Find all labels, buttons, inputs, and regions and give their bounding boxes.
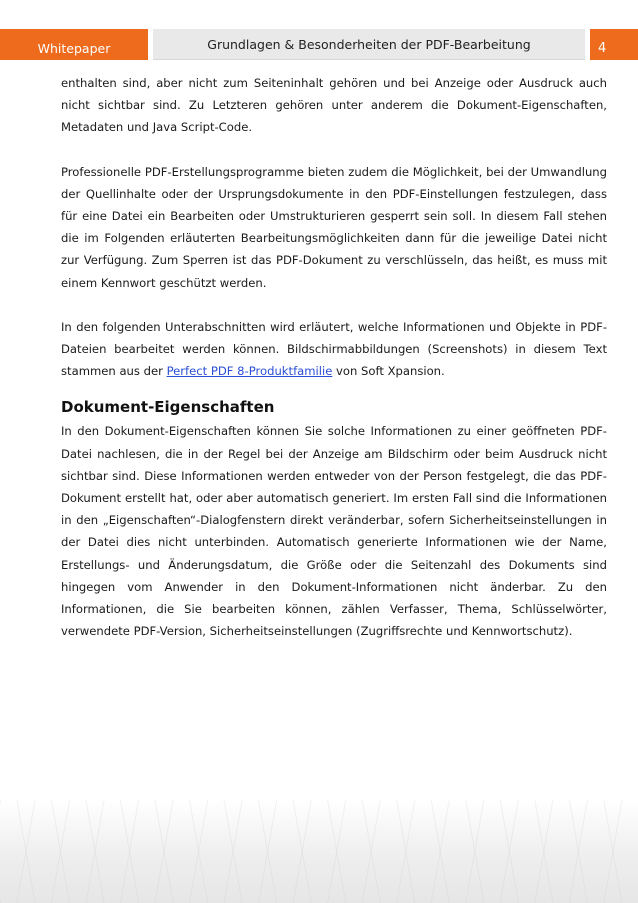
paragraph-4: In den Dokument-Eigenschaften können Sie solche Informationen zu einer geöffneten PDF-Datei nachlesen, die in der Regel bei der Anzeige am Bildschirm oder beim Ausdruck nicht sichtbar sind. Diese Informationen werden entweder von der Person festgelegt, die das PDF-Dokument erstellt hat, oder aber automatisch generiert. Im ersten Fall sind die Informationen in den „Eigenschaften“-Dialogfenstern direkt veränderbar, sofern Sicherheitseinstellungen in der Datei dies nicht unterbinden. Automatisch generierte Informationen wie der Name, Erstellungs- und Änderungsdatum, die Größe oder die Seitenzahl des Dokuments sind hingegen vom Anwender in den Dokument-Informationen nicht änderbar. Zu den Informationen, die Sie bearbeiten können, zählen Verfasser, Thema, Schlüsselwörter, verwendete PDF-Version, Sicherheitseinstellungen (Zugriffsrechte und Kennwortschutz). <box>61 424 607 639</box>
footer-grid-pattern <box>0 800 638 903</box>
product-family-link[interactable]: Perfect PDF 8-Produktfamilie <box>166 364 333 379</box>
paragraph-2: Professionelle PDF-Erstellungsprogramme bieten zudem die Möglichkeit, bei der Umwandlung der Quellinhalte oder der Ursprungsdokumente in den PDF-Einstellungen festzulegen, dass für eine Datei ein Bearbeiten oder Umstrukturieren gesperrt sein soll. In diesem Fall stehen die im Folgenden erläuterten Bearbeitungsmöglichkeiten dann für die jeweilige Datei nicht zur Verfügung. Zum Sperren ist das PDF-Dokument zu verschlüsseln, das heißt, es muss mit einem Kennwort geschützt werden. <box>61 164 607 290</box>
body-text <box>61 72 607 642</box>
paragraph-3 <box>61 316 607 383</box>
header-title: Grundlagen & Besonderheiten der PDF-Bearbeitung <box>153 29 585 60</box>
paragraph-3-text: In den folgenden Unterabschnitten wird erläutert, welche Informationen und Objekte in PDF-Dateien bearbeitet werden können. Bildschirmabbildungen (Screenshots) in diesem Text stammen aus der <box>61 319 607 379</box>
paragraph-1: enthalten sind, aber nicht zum Seiteninhalt gehören und bei Anzeige oder Ausdruck auch nicht sichtbar sind. Zu Letzteren gehören unter anderem die Dokument-Eigenschaften, Metadaten und Java Script-Code. <box>61 76 607 135</box>
paragraph-3-end: von Soft Xpansion. <box>332 364 445 379</box>
page-number: 4 <box>590 29 638 60</box>
section-heading: Dokument-Eigenschaften <box>61 398 275 417</box>
footer-decoration <box>0 800 638 903</box>
header-doc-type: Whitepaper <box>0 29 148 60</box>
